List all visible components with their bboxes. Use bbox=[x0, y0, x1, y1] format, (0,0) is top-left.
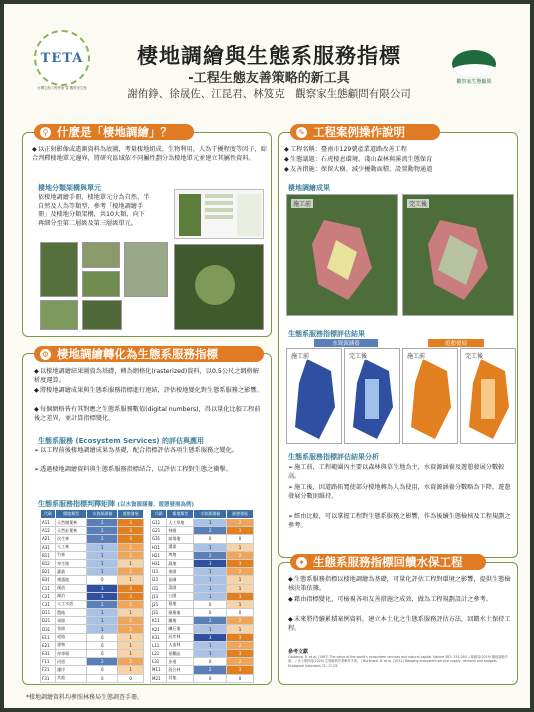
matrix-cell: 3 bbox=[227, 650, 254, 658]
matrix-cell: 0 bbox=[118, 674, 144, 682]
matrix-cell: 天然針葉林 bbox=[56, 527, 87, 535]
bullet-text: 以正射影像或遙測資料為底圖，考量棲地組成、生物利用、人為干擾程度等因子，綜合判釋棲地單元邊界，將研究區域依不同屬性劃分為棲地單元並建立其屬性資料。 bbox=[32, 146, 267, 162]
matrix-header-cell: 棲地類型 bbox=[56, 510, 87, 519]
matrix-cell: 其他 bbox=[56, 674, 87, 682]
matrix-cell: 2 bbox=[227, 568, 254, 576]
es-matrix-left bbox=[40, 509, 144, 683]
matrix-cell: 灌叢 bbox=[56, 568, 87, 576]
bullet-text: 生態系服務指標以棲地調繪為基礎，可量化評估工程對環境之影響，提供生態檢核決策依據。 bbox=[288, 576, 511, 592]
matrix-cell: 3 bbox=[194, 559, 227, 567]
table-row bbox=[41, 584, 144, 592]
table-row bbox=[41, 633, 144, 641]
table-row bbox=[151, 641, 254, 649]
matrix-cell: 苗圃 bbox=[167, 576, 194, 584]
matrix-cell: 0 bbox=[87, 641, 118, 649]
matrix-cell: M11 bbox=[151, 666, 167, 674]
bullet-text: 友善措施：保留大樹、減少擾動面積、設置動物通道 bbox=[290, 166, 433, 173]
bullet-text: 以工程前後棲地調繪成果為基礎，配合指標評估各項生態系服務之變化。 bbox=[40, 447, 238, 454]
bullet: ◆生態系服務指標以棲地調繪為基礎，可量化評估工程對環境之影響，提供生態檢核決策依據。 bbox=[288, 576, 511, 592]
matrix-title-text: 生態系服務指標判釋矩陣 bbox=[38, 500, 115, 508]
es-matrix-right bbox=[150, 509, 254, 683]
matrix-cell: 廢棄地 bbox=[167, 609, 194, 617]
matrix-cell: 溪流 bbox=[56, 584, 87, 592]
matrix-cell: 2 bbox=[194, 551, 227, 559]
habitat-photo bbox=[40, 300, 78, 330]
table-row bbox=[41, 559, 144, 567]
table-row bbox=[151, 535, 254, 543]
matrix-cell: G11 bbox=[151, 519, 167, 527]
matrix-cell: F11 bbox=[41, 658, 56, 666]
matrix-cell: 0 bbox=[227, 535, 254, 543]
water-map-after bbox=[344, 348, 400, 444]
matrix-cell: C31 bbox=[41, 600, 56, 608]
matrix-cell: 0 bbox=[227, 609, 254, 617]
bullet: ➢透過棲地調繪資料與生態系服務指標結合，以評估工程對生態之衝擊。 bbox=[34, 466, 232, 473]
table-row bbox=[151, 674, 254, 682]
matrix-cell: 墓地 bbox=[167, 600, 194, 608]
table-row bbox=[151, 527, 254, 535]
habitat-photo bbox=[124, 242, 168, 297]
matrix-cell: 2 bbox=[118, 617, 144, 625]
table-row bbox=[151, 519, 254, 527]
matrix-cell: 1 bbox=[118, 559, 144, 567]
matrix-cell: 1 bbox=[194, 592, 227, 600]
bullet-text: 藉由指標變化，可檢視各項友善措施之成效，做為工程規劃設計之參考。 bbox=[294, 596, 492, 603]
company-logo bbox=[452, 50, 496, 78]
matrix-cell: I11 bbox=[151, 568, 167, 576]
bullet: ◆藉由指標變化，可檢視各項友善措施之成效，做為工程規劃設計之參考。 bbox=[288, 596, 492, 603]
poster-title: 棲地調繪與生態系服務指標 bbox=[137, 44, 401, 68]
bullet-text: 工程名稱：臺南市129號產業道路改善工程 bbox=[290, 146, 407, 153]
matrix-cell: H11 bbox=[151, 543, 167, 551]
matrix-cell: 1 bbox=[118, 633, 144, 641]
matrix-cell: 1 bbox=[87, 568, 118, 576]
matrix-cell: G21 bbox=[151, 527, 167, 535]
matrix-header-cell: 遊憩發展 bbox=[227, 510, 254, 519]
subhead: 棲地分類架構與單元 bbox=[38, 184, 101, 192]
table-row bbox=[151, 592, 254, 600]
bullet: ➢施工前，工程範圍內主要以森林與草生地為主，水資源涵養及遊憩發展分數較高。 bbox=[288, 464, 505, 480]
matrix-cell: 1 bbox=[194, 519, 227, 527]
table-row bbox=[41, 592, 144, 600]
matrix-cell: 埤塘 bbox=[167, 551, 194, 559]
recreation-map-before bbox=[402, 348, 458, 444]
matrix-cell: J21 bbox=[151, 600, 167, 608]
matrix-cell: 農地 bbox=[56, 609, 87, 617]
matrix-cell: 3 bbox=[118, 527, 144, 535]
matrix-cell: 1 bbox=[118, 609, 144, 617]
table-row bbox=[41, 527, 144, 535]
matrix-cell: 1 bbox=[227, 543, 254, 551]
gear-icon: ⚙ bbox=[41, 349, 50, 359]
matrix-cell: 礫石地 bbox=[167, 625, 194, 633]
bulb-icon: ✦ bbox=[296, 557, 307, 568]
matrix-cell: B12 bbox=[41, 559, 56, 567]
table-row bbox=[151, 666, 254, 674]
matrix-cell: 0 bbox=[194, 600, 227, 608]
matrix-cell: 2 bbox=[227, 641, 254, 649]
table-row bbox=[151, 625, 254, 633]
tools-icon: ✎ bbox=[296, 127, 307, 138]
matrix-cell: 3 bbox=[227, 666, 254, 674]
matrix-cell: 3 bbox=[118, 535, 144, 543]
matrix-cell: G31 bbox=[151, 535, 167, 543]
matrix-cell: 人造林 bbox=[167, 641, 194, 649]
table-row bbox=[41, 609, 144, 617]
matrix-cell: 1 bbox=[227, 625, 254, 633]
table-row bbox=[41, 674, 144, 682]
matrix-cell: F31 bbox=[41, 674, 56, 682]
matrix-cell: B31 bbox=[41, 576, 56, 584]
bullet-text: 未來將持續累積案例資料，建立本土化之生態系服務評估方法，回饋水土保持工程。 bbox=[288, 616, 511, 632]
matrix-cell: 2 bbox=[227, 617, 254, 625]
matrix-cell: 1 bbox=[194, 641, 227, 649]
matrix-cell: I31 bbox=[151, 584, 167, 592]
matrix-cell: H21 bbox=[151, 551, 167, 559]
table-row bbox=[151, 617, 254, 625]
matrix-cell: A31 bbox=[41, 543, 56, 551]
subhead: 生態系服務指標評估結果分析 bbox=[288, 453, 379, 461]
matrix-cell: E31 bbox=[41, 650, 56, 658]
matrix-cell: 2 bbox=[118, 600, 144, 608]
matrix-cell: 崩塌地 bbox=[167, 535, 194, 543]
recreation-label: 遊憩發展 bbox=[428, 339, 484, 347]
matrix-cell: L31 bbox=[151, 658, 167, 666]
map-label: 完工後 bbox=[409, 201, 428, 208]
matrix-cell: 2 bbox=[227, 551, 254, 559]
matrix-cell: 2 bbox=[87, 600, 118, 608]
company-logo-caption: 觀察家生態顧問 bbox=[456, 79, 492, 85]
matrix-cell: 3 bbox=[194, 633, 227, 641]
table-row bbox=[151, 576, 254, 584]
habitat-photo bbox=[82, 242, 120, 268]
matrix-cell: 景觀區 bbox=[167, 650, 194, 658]
matrix-cell: B21 bbox=[41, 568, 56, 576]
matrix-cell: J31 bbox=[151, 609, 167, 617]
section-es-indicator-header bbox=[34, 346, 264, 362]
habitat-map-after bbox=[402, 194, 514, 316]
habitat-photo bbox=[82, 271, 120, 297]
matrix-cell: 2 bbox=[118, 625, 144, 633]
matrix-cell: 1 bbox=[87, 551, 118, 559]
table-row bbox=[41, 535, 144, 543]
matrix-cell: 菜園 bbox=[167, 584, 194, 592]
matrix-cell: 0 bbox=[194, 674, 227, 682]
teta-logo bbox=[34, 30, 90, 86]
table-row bbox=[41, 551, 144, 559]
map-label: 完工後 bbox=[349, 353, 368, 360]
matrix-cell: 3 bbox=[227, 592, 254, 600]
matrix-cell: 果園 bbox=[167, 568, 194, 576]
matrix-cell: 人工林 bbox=[56, 543, 87, 551]
table-row bbox=[41, 617, 144, 625]
table-row bbox=[151, 584, 254, 592]
matrix-cell: 0 bbox=[87, 633, 118, 641]
table-row bbox=[41, 576, 144, 584]
matrix-cell: 湖泊 bbox=[56, 592, 87, 600]
matrix-cell: 果園 bbox=[56, 617, 87, 625]
matrix-cell: 河道 bbox=[56, 658, 87, 666]
matrix-cell: 2 bbox=[118, 658, 144, 666]
matrix-cell: E11 bbox=[41, 633, 56, 641]
matrix-cell: 人工水道 bbox=[56, 600, 87, 608]
bullet: ◆將棲地調繪成果與生態系服務指標進行連結，評估棲地變化對生態系服務之影響。 bbox=[34, 387, 263, 394]
matrix-cell: 茶園 bbox=[56, 625, 87, 633]
matrix-cell: 0 bbox=[227, 674, 254, 682]
table-row bbox=[41, 641, 144, 649]
water-label: 水資源涵養 bbox=[314, 339, 378, 347]
matrix-cell: 1 bbox=[194, 584, 227, 592]
table-row bbox=[151, 568, 254, 576]
matrix-cell: 3 bbox=[118, 592, 144, 600]
water-map-before bbox=[286, 348, 342, 444]
matrix-cell: B11 bbox=[41, 551, 56, 559]
matrix-cell: 3 bbox=[118, 519, 144, 527]
matrix-cell: 道路 bbox=[56, 633, 87, 641]
bullet: ◆以棲地調繪結果圖資為基礎，轉為網格化(rasterized)資料，以0.5公尺之網格解析度運算。 bbox=[34, 368, 259, 384]
bullet-text: 經由比較，可以掌握工程對生態系服務之影響，作為後續生態檢核及工程規劃之參考。 bbox=[288, 513, 511, 529]
bullet-text: 施工後，因道路拓寬使部分棲地轉為人為使用，水資源涵養分數略為下降，遊憩發展分數則維持。 bbox=[288, 484, 511, 500]
matrix-note: (以水資源涵養、遊憩發展為例) bbox=[117, 502, 194, 508]
table-row bbox=[41, 666, 144, 674]
matrix-cell: K21 bbox=[151, 625, 167, 633]
section-title: 生態系服務指標回饋水保工程 bbox=[313, 555, 463, 569]
matrix-cell: C11 bbox=[41, 584, 56, 592]
matrix-cell: 1 bbox=[194, 568, 227, 576]
matrix-cell: 2 bbox=[194, 527, 227, 535]
matrix-cell: 1 bbox=[87, 625, 118, 633]
matrix-cell: 裸露地 bbox=[56, 576, 87, 584]
habitat-aerial-map bbox=[174, 244, 264, 330]
matrix-cell: K11 bbox=[151, 617, 167, 625]
matrix-cell: 1 bbox=[87, 559, 118, 567]
matrix-cell: 1 bbox=[194, 625, 227, 633]
matrix-cell: 1 bbox=[194, 576, 227, 584]
table-row bbox=[41, 658, 144, 666]
section-title: 棲地調繪轉化為生態系服務指標 bbox=[57, 347, 218, 361]
matrix-cell: 2 bbox=[87, 527, 118, 535]
matrix-cell: 其他 bbox=[167, 674, 194, 682]
matrix-cell: 3 bbox=[227, 527, 254, 535]
matrix-cell: 3 bbox=[227, 633, 254, 641]
matrix-cell: H31 bbox=[151, 559, 167, 567]
matrix-cell: 2 bbox=[118, 551, 144, 559]
references-title: 參考文獻 bbox=[288, 649, 309, 655]
habitat-photo bbox=[82, 300, 122, 330]
matrix-cell: 溝渠 bbox=[167, 543, 194, 551]
map-label: 施工前 bbox=[291, 353, 310, 360]
search-icon: ⚲ bbox=[40, 127, 51, 138]
matrix-cell: 1 bbox=[227, 584, 254, 592]
matrix-cell: 0 bbox=[194, 609, 227, 617]
bullet-text: 透過棲地調繪資料與生態系服務指標結合，以評估工程對生態之衝擊。 bbox=[40, 466, 232, 473]
table-row bbox=[151, 633, 254, 641]
matrix-cell: 0 bbox=[87, 666, 118, 674]
matrix-cell: 2 bbox=[227, 519, 254, 527]
matrix-cell: 0 bbox=[87, 650, 118, 658]
table-row bbox=[41, 650, 144, 658]
section-feedback-header bbox=[290, 554, 486, 570]
matrix-cell: 2 bbox=[227, 658, 254, 666]
matrix-cell: 2 bbox=[87, 519, 118, 527]
matrix-cell: L21 bbox=[151, 650, 167, 658]
matrix-cell: 1 bbox=[194, 650, 227, 658]
matrix-cell: 草生地 bbox=[56, 559, 87, 567]
matrix-cell: D11 bbox=[41, 609, 56, 617]
bullet: ◆生態議題：石虎棲息環境、淺山森林與溪流生態保育 bbox=[284, 156, 433, 163]
classification-diagram bbox=[174, 189, 264, 239]
section-title: 什麼是「棲地調繪」？ bbox=[57, 125, 172, 139]
table-row bbox=[151, 650, 254, 658]
matrix-cell: 混合林 bbox=[167, 666, 194, 674]
matrix-cell: A11 bbox=[41, 519, 56, 527]
bullet: ➢以工程前後棲地調繪成果為基礎，配合指標評估各項生態系服務之變化。 bbox=[34, 447, 238, 454]
matrix-cell: 2 bbox=[194, 666, 227, 674]
matrix-header-cell: 棲地類型 bbox=[167, 510, 194, 519]
map-label: 完工後 bbox=[465, 353, 484, 360]
matrix-cell: D31 bbox=[41, 625, 56, 633]
matrix-cell: 濕地 bbox=[167, 559, 194, 567]
matrix-cell: 1 bbox=[118, 576, 144, 584]
matrix-cell: 3 bbox=[87, 584, 118, 592]
table-row bbox=[151, 609, 254, 617]
matrix-cell: E21 bbox=[41, 641, 56, 649]
matrix-cell: 3 bbox=[227, 559, 254, 567]
section-case-study-header bbox=[290, 124, 440, 140]
table-row bbox=[41, 568, 144, 576]
matrix-cell: I21 bbox=[151, 576, 167, 584]
matrix-cell: 2 bbox=[87, 535, 118, 543]
matrix-cell: 1 bbox=[194, 543, 227, 551]
section-habitat-mapping-header bbox=[34, 124, 194, 140]
matrix-cell: 3 bbox=[87, 592, 118, 600]
habitat-photo bbox=[40, 242, 78, 297]
poster-subtitle: -工程生態友善策略的新工具 bbox=[188, 71, 350, 86]
matrix-cell: 竹林 bbox=[56, 551, 87, 559]
matrix-cell: 公園 bbox=[167, 592, 194, 600]
matrix-cell: 天然闊葉林 bbox=[56, 519, 87, 527]
footer-note: *棲地調繪資料均參照林務局生態調查手冊。 bbox=[26, 694, 144, 701]
subhead: 棲地調繪成果 bbox=[288, 184, 330, 192]
paragraph: 依棲地調繪手冊，棲地單元分為自然、半自然及人為等類型，參考「棲地調繪手冊」及棲地分類架構，共10大類，向下再細分至第二層級及第三層級單元。 bbox=[38, 194, 150, 227]
matrix-cell: 林緣 bbox=[167, 527, 194, 535]
matrix-header-cell: 代碼 bbox=[151, 510, 167, 519]
bullet: ◆每個網格皆有其對應之生態系服務數值(digital numbers)，得以量化比較工程前後之差異，並計算指標變化。 bbox=[34, 406, 261, 422]
authors: 謝侑錚、徐晟佐、江昆君、林笈克 觀察家生態顧問有限公司 bbox=[127, 88, 411, 100]
table-row bbox=[151, 551, 254, 559]
map-label: 施工前 bbox=[293, 201, 312, 208]
matrix-cell: 1 bbox=[118, 666, 144, 674]
table-row bbox=[41, 519, 144, 527]
matrix-header-cell: 水資源涵養 bbox=[194, 510, 227, 519]
table-row bbox=[151, 543, 254, 551]
matrix-cell: 0 bbox=[87, 576, 118, 584]
matrix-cell: A12 bbox=[41, 527, 56, 535]
matrix-cell: 步道 bbox=[167, 658, 194, 666]
matrix-cell: 1 bbox=[118, 650, 144, 658]
matrix-header-cell: 遊憩發展 bbox=[118, 510, 144, 519]
bullet: ◆友善措施：保留大樹、減少擾動面積、設置動物通道 bbox=[284, 166, 433, 173]
matrix-cell: M21 bbox=[151, 674, 167, 682]
matrix-cell: 人工草地 bbox=[167, 519, 194, 527]
bullet: ◆工程名稱：臺南市129號產業道路改善工程 bbox=[284, 146, 407, 153]
poster bbox=[4, 4, 530, 708]
bullet: ➢施工後，因道路拓寬使部分棲地轉為人為使用，水資源涵養分數略為下降，遊憩發展分數則維持。 bbox=[288, 484, 511, 500]
matrix-cell: 次生林 bbox=[56, 535, 87, 543]
section-title: 工程案例操作說明 bbox=[313, 125, 405, 139]
matrix-cell: D21 bbox=[41, 617, 56, 625]
matrix-cell: 1 bbox=[87, 609, 118, 617]
matrix-header-cell: 水資源涵養 bbox=[87, 510, 118, 519]
matrix-cell: 2 bbox=[118, 568, 144, 576]
bullet: ◆未來將持續累積案例資料，建立本土化之生態系服務評估方法，回饋水土保持工程。 bbox=[288, 616, 511, 632]
matrix-header-cell: 代碼 bbox=[41, 510, 56, 519]
table-row bbox=[151, 600, 254, 608]
table-row bbox=[41, 625, 144, 633]
matrix-cell: 2 bbox=[118, 543, 144, 551]
table-row bbox=[41, 600, 144, 608]
bullet-text: 施工前，工程範圍內主要以森林與草生地為主，水資源涵養及遊憩發展分數較高。 bbox=[288, 464, 505, 480]
subhead: 生態系服務 (Ecosystem Services) 的評估與應用 bbox=[38, 437, 205, 445]
bullet: ➢經由比較，可以掌握工程對生態系服務之影響，作為後續生態檢核及工程規劃之參考。 bbox=[288, 513, 511, 529]
matrix-cell: 0 bbox=[194, 535, 227, 543]
matrix-cell: 1 bbox=[227, 600, 254, 608]
matrix-cell: 3 bbox=[118, 584, 144, 592]
matrix-title bbox=[38, 499, 194, 509]
header bbox=[4, 4, 530, 104]
matrix-cell: 灘地 bbox=[167, 617, 194, 625]
matrix-cell: C21 bbox=[41, 592, 56, 600]
bullet: ◆以正射影像或遙測資料為底圖，考量棲地組成、生物利用、人為干擾程度等因子，綜合判釋棲地單元邊界，將研究區域依不同屬性劃分為棲地單元並建立其屬性資料。 bbox=[32, 146, 267, 162]
logo-text: TETA bbox=[40, 50, 84, 66]
logo-left-caption: 台灣生態工程學會 暨 觀察家生態 bbox=[37, 86, 87, 90]
recreation-map-after bbox=[460, 348, 516, 444]
habitat-map-before bbox=[286, 194, 398, 316]
references: Costanza, R. et al. (1997) The value of the world's ecosystem services and natural capital. Nature 387: 253-260. / 林務局(2019) 棲地調繪手冊。 / 水土保持局(2020) 生態檢核作業參考手冊。 / Burkhard, B. et al. (2012) Mapping ecosystem service supply, demand and budgets. Ecological Indicators 21: 17-29. bbox=[288, 655, 508, 668]
matrix-cell: 2 bbox=[87, 658, 118, 666]
table-row bbox=[41, 543, 144, 551]
matrix-cell: 0 bbox=[87, 674, 118, 682]
matrix-cell: 建物 bbox=[56, 641, 87, 649]
matrix-cell: 1 bbox=[227, 576, 254, 584]
matrix-cell: 河岸林 bbox=[167, 633, 194, 641]
bullet-text: 生態議題：石虎棲息環境、淺山森林與溪流生態保育 bbox=[290, 156, 433, 163]
matrix-cell: 1 bbox=[118, 641, 144, 649]
matrix-cell: 0 bbox=[194, 658, 227, 666]
matrix-cell: J11 bbox=[151, 592, 167, 600]
matrix-cell: 1 bbox=[87, 543, 118, 551]
bullet-text: 每個網格皆有其對應之生態系服務數值(digital numbers)，得以量化比較工程前後之差異，並計算指標變化。 bbox=[34, 406, 261, 422]
map-label: 施工前 bbox=[407, 353, 426, 360]
matrix-cell: A21 bbox=[41, 535, 56, 543]
bullet-text: 以棲地調繪結果圖資為基礎，轉為網格化(rasterized)資料，以0.5公尺之網格解析度運算。 bbox=[34, 368, 259, 384]
table-row bbox=[151, 559, 254, 567]
bullet-text: 將棲地調繪成果與生態系服務指標進行連結，評估棲地變化對生態系服務之影響。 bbox=[40, 387, 263, 394]
matrix-cell: F21 bbox=[41, 666, 56, 674]
matrix-cell: 2 bbox=[194, 617, 227, 625]
subhead: 生態系服務指標評估結果 bbox=[288, 330, 365, 338]
matrix-cell: 停車場 bbox=[56, 650, 87, 658]
matrix-cell: 1 bbox=[87, 617, 118, 625]
table-row bbox=[151, 658, 254, 666]
matrix-cell: K31 bbox=[151, 633, 167, 641]
matrix-cell: 護岸 bbox=[56, 666, 87, 674]
matrix-cell: L11 bbox=[151, 641, 167, 649]
